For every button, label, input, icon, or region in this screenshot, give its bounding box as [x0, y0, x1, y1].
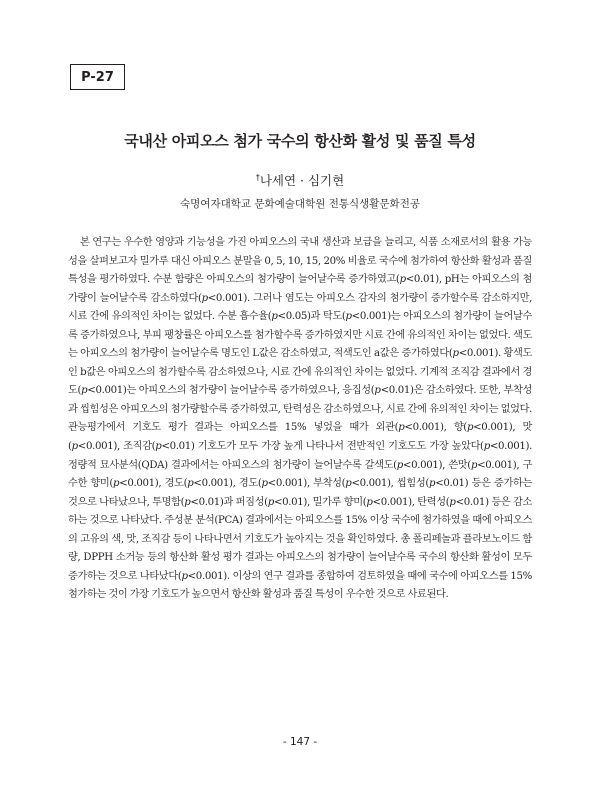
corresponding-author-mark: † [255, 173, 260, 182]
author-affiliation: 숙명여자대학교 문화예술대학원 전통식생활문화전공 [180, 198, 420, 210]
abstract-body: 본 연구는 우수한 영양과 기능성을 가진 아피오스의 국내 생산과 보급을 늘리고, 식품 소재로서의 활용 가능성을 살펴보고자 밀가루 대신 아피오스 분말을 0, 5, 10, 15, 20% 비율로 국수에 첨가하여 항산화 활성과 품질 특성을 평가하였다. 수분 함량은 아피오스의 첨가량이 늘어날수록 증가하였고(p<0.01), pH는 아피오스의 첨가량이 늘어날수록 감소하였다(p<0.001). 그러나 염도는 아피오스 감자의 첨가량이 증가할수록 감소하지만, 시료 간에 유의적인 차이는 없었다. 수분 흡수율(p<0.05)과 탁도(p<0.001)는 아피오스의 첨가량이 늘어날수록 증가하였으나, 부피 팽창률은 아피오스를 첨가할수록 증가하였지만 시료 간에 유의적인 차이는 없었다. 색도는 아피오스의 첨가량이 늘어날수록 명도인 L값은 감소하였고, 적색도인 a값은 증가하였다(p<0.001). 황색도인 b값은 아피오스의 첨가할수록 감소하였으나, 시료 간에 유의적인 차이는 없었다. 기계적 조직감 결과에서 경도(p<0.001)는 아피오스의 첨가량이 늘어날수록 증가하였으나, 응집성(p<0.01)은 감소하였다. 또한, 부착성과 씹힘성은 아피오스의 첨가량할수록 증가하였고, 탄력성은 감소하였으나, 시료 간에 유의적인 차이는 없었다. 관능평가에서 기호도 평가 결과는 아피오스를 15% 넣었을 때가 외관(p<0.001), 향(p<0.001), 맛(p<0.001), 조직감(p<0.01) 기호도가 모두 가장 높게 나타나서 전반적인 기호도도 가장 높았다(p<0.001). 정량적 묘사분석(QDA) 결과에서는 아피오스의 첨가량이 늘어날수록 갈색도(p<0.001), 쓴맛(p<0.001), 구수한 향미(p<0.001), 경도(p<0.001), 경도(p<0.001), 부착성(p<0.001), 씹힘성(p<0.01) 등은 증가하는 것으로 나타났으나, 투명함(p<0.01)과 퍼짐성(p<0.01), 밀가루 향미(p<0.001), 탄력성(p<0.01) 등은 감소하는 것으로 나타났다. 주성분 분석(PCA) 결과에서는 아피오스를 15% 이상 국수에 첨가하였을 때에 아피오스의 고유의 색, 맛, 조직감 등이 나타나면서 기호도가 높아지는 것을 확인하였다. 총 폴리페놀과 플라보노이드 함량, DPPH 소거능 등의 항산화 활성 평가 결과는 아피오스의 첨가량이 늘어날수록 국수의 항산화 활성이 모두 증가하는 것으로 나타났다(p<0.001). 이상의 연구 결과를 종합하여 검토하였을 때에 국수에 아피오스를 15% 첨가하는 것이 가장 기호도가 높으면서 항산화 활성과 품질 특성이 우수한 것으로 사료된다. [68, 237, 533, 601]
author-names: 나세연 · 심기현 [259, 173, 345, 188]
paper-title: 국내산 아피오스 첨가 국수의 항산화 활성 및 품질 특성 [124, 132, 476, 150]
page-number: - 147 - [282, 736, 318, 748]
author-line [0, 171, 600, 189]
poster-id-box: P-27 [70, 64, 125, 90]
